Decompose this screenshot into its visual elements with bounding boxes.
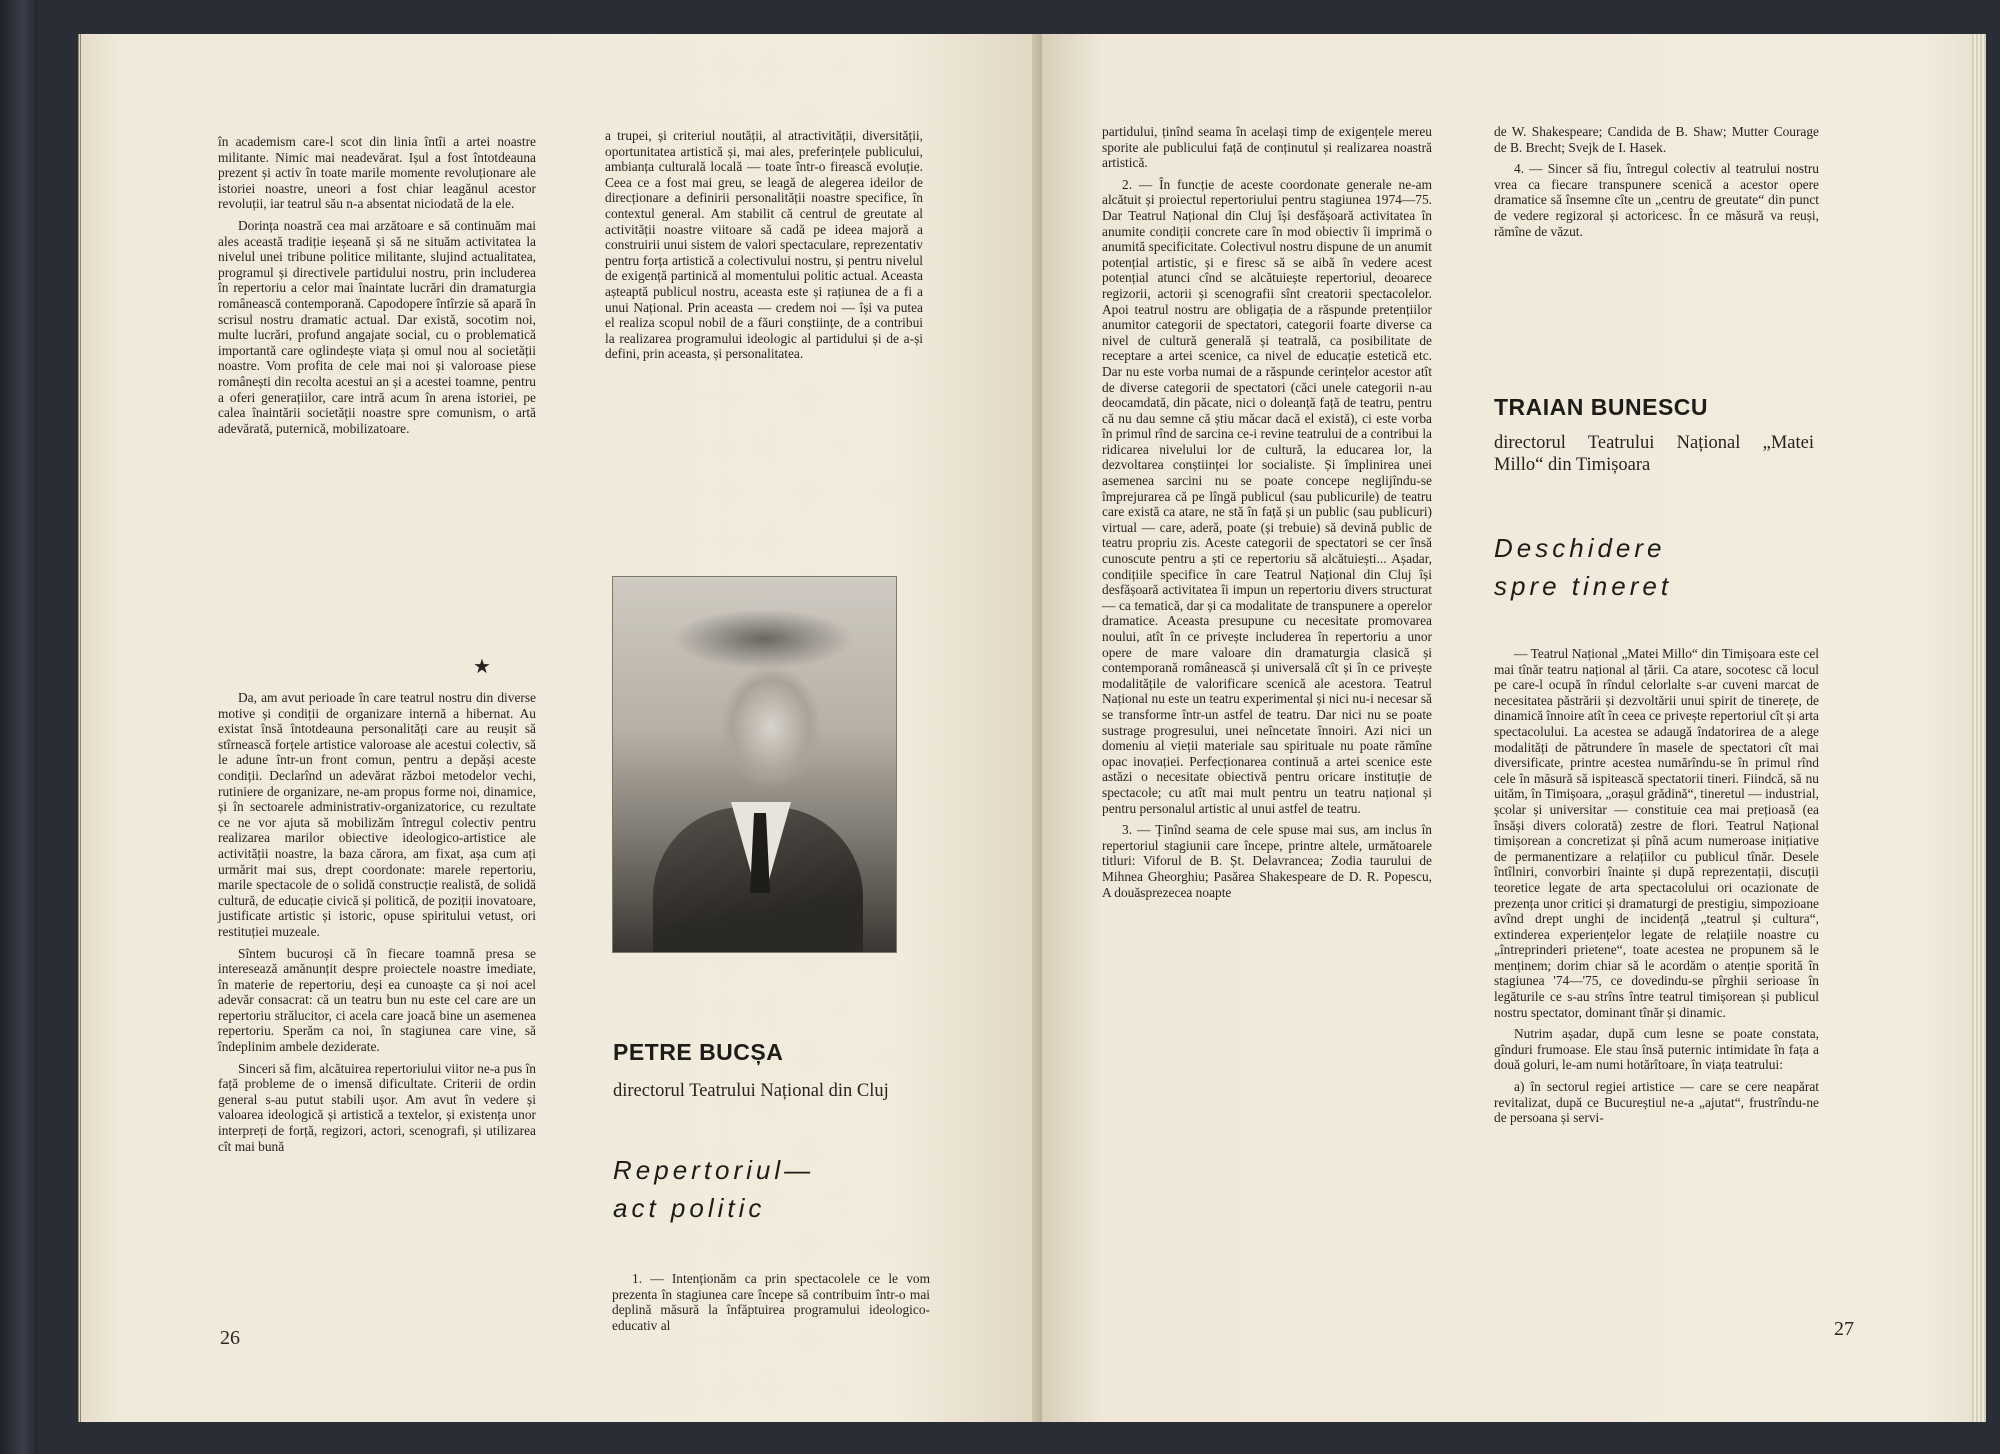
paragraph: Sîntem bucuroși că în fiecare toamnă presa se interesează amănunțit despre proiectele noastre imediate, în materie de repertoriu, deși ea cunoaște ca și noi acel adevăr consacrat: că un teatru bun nu este cel care are un repertoriu strălucitor, ci acela care joacă bine un asemenea repertoriu. Sperăm ca noi, în stagiunea care vine, să îndeplinim ambele deziderate.	[218, 945, 536, 1055]
page-number-left: 26	[220, 1327, 240, 1349]
paragraph: Da, am avut perioade în care teatrul nostru din diverse motive și condiții de organizare internă a hibernat. Au existat însă întotdeauna personalități care au reușit să stîrnească forțele artistice valoroase ale acestui colectiv, să le adune într-un front comun, pentru a depăși aceste condiții. Declarînd un adevărat război metodelor vechi, rutiniere de organizare, ne-am propus forme noi, dinamice, și în sectoarele administrativ-organizatorice, cu rezultate ce ne vor ajuta să mobilizăm întregul colectiv pentru realizarea marilor obiective ideologico-artistice ale activității noastre, la baza cărora, am fixat, așa cum ați urmărit mai sus, drept coordonate: marele repertoriu, marile spectacole de o solidă construcție realistă, de solidă cultură, de educație civică și politică, de poziții inovatoare, justificate artistic și istoric, opuse spiritului vetust, ori restituției muzeale.	[218, 690, 536, 939]
paragraph: în academism care-l scot din linia întîi a artei noastre militante. Nimic mai neadevărat. Ișul a fost întotdeauna prezent și activ în toate marile momente revoluționare ale istoriei noastre, uneori a fost chiar leagănul acestor revoluții, iar teatrul său n-a absentat niciodată de la ele.	[218, 134, 536, 212]
paragraph: Nutrim așadar, după cum lesne se poate constata, gînduri frumoase. Ele stau însă puternic intimidate în fața a două goluri, le-am numi hotărîtoare, în viața teatrului:	[1494, 1026, 1819, 1073]
section-star: ★	[473, 654, 491, 678]
paragraph: de W. Shakespeare; Candida de B. Shaw; Mutter Courage de B. Brecht; Svejk de I. Hasek.	[1494, 124, 1819, 155]
paragraph: 3. — Ținînd seama de cele spuse mai sus, am inclus în repertoriul stagiunii care începe, printre altele, următoarele titluri: Viforul de B. Șt. Delavrancea; Zodia taurului de Mihnea Gheorghiu; Pasărea Shakespeare de D. R. Popescu, A douăsprezecea noapte	[1102, 822, 1432, 900]
paragraph: Sinceri să fim, alcătuirea repertoriului viitor ne-a pus în față probleme de o imensă dificultate. Criterii de ordin general s-au putut stabili ușor. Am avut în vedere și valoarea ideologică și artistică a textelor, și existența unor interpreți de forță, regizori, actori, scenografi, și utilizarea cît mai bună	[218, 1060, 536, 1154]
author-role-bunescu: directorul Teatrului Național „Matei Millo“ din Timișoara	[1494, 433, 1814, 475]
left-col-2-top	[605, 128, 923, 368]
right-col-3	[1102, 124, 1432, 906]
author-name-bunescu: TRAIAN BUNESCU	[1494, 394, 1708, 420]
author-role-bucsa: directorul Teatrului Național din Cluj	[613, 1081, 889, 1101]
left-page	[78, 34, 1043, 1422]
page-number-right: 27	[1834, 1318, 1854, 1340]
right-page	[1042, 34, 1986, 1422]
author-name-bucsa: PETRE BUCȘA	[613, 1039, 784, 1065]
paragraph: 2. — În funcție de aceste coordonate generale ne-am alcătuit și proiectul repertoriului pentru stagiunea 1974—75. Dar Teatrul Național din Cluj își desfășoară activitatea în anumite condiții concrete care în mod obiectiv îi imprimă o anumită specificitate. Colectivul nostru dispune de un anumit potențial artistic, și e firesc să se aibă în vedere acest potențial atunci cînd se alcătuiește repertoriul, deoarece regizorii, actorii și scenografii sînt creatorii spectacolelor. Apoi teatrul nostru are obligația de a răspunde pretențiilor anumitor categorii de spectatori, categorii foarte diverse ca nivel de cultură generală și teatrală, ca posibilitate de receptare a artei scenice, ca nivel de educație estetică etc. Dar nu este vorba numai de a răspunde cerințelor acestor atît de diverse categorii de spectatori (căci unele categorii n-au deocamdată, din păcate, nici o doleanță față de teatru, pentru că nu dau semne că știu măcar dacă el există), ci este vorba în primul rînd de sarcina ce-i revine teatrului de a contribui la ridicarea nivelului lor de cultură, la educarea lor, la dezvoltarea conștiinței lor socialiste. Și împlinirea unei asemenea sarcini nu se poate concepe neglijîndu-se împrejurarea că pe lîngă publicul (sau publicurile) de teatru care există ca atare, ne stă în față și un public (sau publicuri) virtual — care, aderă, poate (și trebuie) să devină public de teatru propriu zis. Aceste categorii de spectatori se cer însă cunoscute pentru a ști ce repertoriu să alcătuiești... Așadar, condițiile specifice în care Teatrul Național din Cluj își desfășoară activitatea îi impun un repertoriu divers structurat — ca tematică, dar și ca modalitate de transpunere a operelor dramatice. Aceasta presupune cu necesitate promovarea noului, atît în ce privește includerea în repertoriu a unor opere de mare valoare din dramaturgia clasică și contemporană românească și universală cît și în ce privește modalitățile de valorificare scenică ale acestora. Teatrul Național nu este un teatru experimental și nici nu-i necesar să se transforme într-un astfel de teatru. Dar nici nu se poate sustrage progresului, unei neîncetate înnoiri. Azi nici un domeniu al vieții materiale sau spirituale nu poate rămîne opac inovației. Perfecționarea continuă a artei scenice este astăzi o necesitate obiectivă pentru oricare instituție de spectacole; cu atît mai mult pentru un teatru național și pentru personalul artistic al unui astfel de teatru.	[1102, 176, 1432, 816]
portrait-photo	[612, 576, 897, 953]
paragraph: — Teatrul Național „Matei Millo“ din Timișoara este cel mai tînăr teatru național al țării. Ca atare, socotesc că locul pe care-l ocupă în rîndul celorlalte s-ar cuveni marcat de necesitatea păstrării și dezvoltării unui spirit de tinerețe, de dinamică înnoire atît în ceea ce privește repertoriul cît și arta spectacolului. La acestea se adaugă îndatorirea de a alege modalități de pătrundere în masele de spectatori cît mai diversificate, printre acestea numărîndu-se în primul rînd cele în măsură să ispitească spectatorii tineri. Fiindcă, să nu uităm, în Timișoara, „orașul grădină“, tineretul — industrial, școlar și universitar — constituie cea mai prețioasă (ea însăși divers colorată) zestre de flori. Teatrul Național timișorean a concretizat și pînă acum numeroase inițiative de permanentizare a relațiilor cu publicul tînăr. Desele întîlniri, convorbiri înainte și după reprezentații, discuții teoretice legate de arta spectacolului ori ocazionate de prezența unor critici și dramaturgi de prestigiu, simpozioane avînd drept unghi de incidență „teatrul și cultura“, extinderea experiențelor legate de relațiile noastre cu „întreprinderi prietene“, toate acestea ne propunem să le menținem; dorim chiar să le acordăm o atenție sporită în stagiunea '74—'75, ce dovedindu-se pîrghii serioase în legăturile ce s-au strîns între teatrul timișorean și publicul nostru spectator, dominant tînăr și dinamic.	[1494, 646, 1819, 1020]
paragraph: partidului, ținînd seama în același timp de exigențele mereu sporite ale publicului față de conținutul și realizarea noastră artistică.	[1102, 124, 1432, 171]
right-col-4-top	[1494, 124, 1819, 245]
article-title-repertoriul	[613, 1151, 913, 1227]
paragraph: 1. — Intenționăm ca prin spectacolele ce le vom prezenta în stagiunea care începe să contribuim într-o mai deplină măsură la înfăptuirea programului ideologico-educativ al	[612, 1271, 930, 1333]
paragraph: a trupei, și criteriul noutății, al atractivității, diversității, oportunitatea artistică și, mai ales, preferințele publicului, ambianța culturală locală — toate într-o firească evoluție. Ceea ce a fost mai greu, se leagă de alegerea ideilor de direcționare a definirii personalității noastre specifice, în contextul general. Am stabilit că centrul de greutate al activității noastre viitoare să cadă pe ideea majoră a construirii unui sistem de valori spectaculare, reprezentativ pentru forța artistică a colectivului nostru, și pentru nivelul de exigență partinică al momentului politic actual. Aceasta așteaptă publicul nostru, aceasta este și rațiunea de a fi a unui Național. Prin aceasta — credem noi — își va putea el realiza scopul nobil de a făuri conștiințe, de a contribui la realizarea programului ideologic al partidului și de a-și defini, prin aceasta, și personalitatea.	[605, 128, 923, 362]
article-title-line: Repertoriul—	[613, 1155, 815, 1185]
article-title-line: Deschidere	[1494, 533, 1666, 563]
article-title-deschidere	[1494, 529, 1814, 605]
right-col-4-bottom	[1494, 646, 1819, 1132]
paragraph: a) în sectorul regiei artistice — care se cere neapărat revitalizat, după ce Bucureștiul ne-a „ajutat“, frustrîndu-ne de persoana și servi-	[1494, 1079, 1819, 1126]
article-title-line: spre tineret	[1494, 571, 1673, 601]
article-title-line: act politic	[613, 1193, 766, 1223]
left-col-1-bottom	[218, 690, 536, 1160]
paragraph: Dorința noastră cea mai arzătoare e să continuăm mai ales această tradiție ieșeană și să ne situăm activitatea la nivelul unei tribune politice militante, slujind actualitatea, programul și directivele partidului nostru, prin includerea în repertoriu a celor mai înaintate lucrări din dramaturgia românească contemporană. Capodopere întîrzie să apară în scrisul nostru dramatic actual. Dar există, socotim noi, multe lucrări, profund angajate social, cu o problematică importantă care oglindește viața și omul nou al societății noastre. Vom profita de cele mai noi și valoroase piese românești din recolta acestui an și a acestei toamne, pentru a oferi generațiilor, care intră acum în arena istoriei, pe calea înaintării societății noastre spre comunism, o artă adevărată, puternică, mobilizatoare.	[218, 217, 536, 436]
paragraph: 4. — Sincer să fiu, întregul colectiv al teatrului nostru vrea ca fiecare transpunere scenică a acestor opere dramatice să însemne cîte un „centru de greutate“ din punct de vedere regizoral și actoricesc. În ce măsură va reuși, rămîne de văzut.	[1494, 161, 1819, 239]
left-col-1-top	[218, 134, 536, 442]
left-col-2-bottom	[612, 1271, 930, 1339]
book-binding	[0, 0, 38, 1454]
